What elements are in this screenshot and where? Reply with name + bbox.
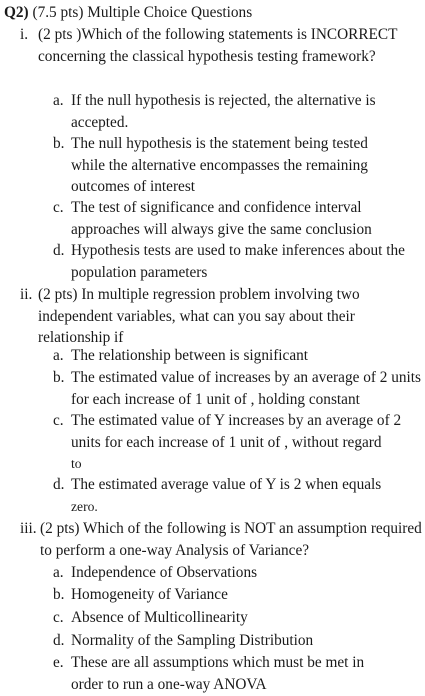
question-text: (2 pts) In multiple regression problem involving two independent variables, what can you say about their relationship if — [38, 286, 360, 347]
option-ii-c — [53, 410, 425, 475]
option-text: The relationship between is significant — [71, 347, 309, 364]
option-letter: a. — [53, 92, 64, 109]
option-letter: d. — [53, 632, 65, 649]
question-number: ii. — [20, 286, 33, 303]
option-text: Hypothesis tests are used to make inferences about the population parameters — [71, 242, 405, 281]
option-letter: b. — [53, 369, 65, 386]
option-text: Absence of Multicollinearity — [71, 609, 248, 626]
option-letter: e. — [53, 654, 64, 671]
option-text: Normality of the Sampling Distribution — [71, 632, 314, 649]
option-letter: d. — [53, 242, 65, 259]
option-text: These are all assumptions which must be met in order to run a one-way ANOVA — [71, 654, 365, 693]
option-text: Independence of Observations — [71, 564, 258, 581]
option-text: The null hypothesis is the statement being tested while the alternative encompasses the remaining outcomes of interest — [71, 135, 368, 196]
question-number: iii. — [20, 520, 37, 537]
option-text: The estimated value of Y increases by an average of 2 units for each increase of 1 unit of , without regard — [71, 412, 402, 451]
option-iii-c — [53, 607, 421, 629]
option-letter: d. — [53, 476, 65, 493]
option-i-a — [53, 90, 421, 133]
option-i-d — [53, 240, 421, 283]
option-letter: c. — [53, 199, 64, 216]
section-number: Q2) — [4, 4, 29, 21]
option-i-b — [53, 133, 401, 198]
question-text: (2 pts) Which of the following is NOT an assumption required to perform a one-way Analysis of Variance? — [40, 520, 422, 559]
option-letter: b. — [53, 586, 65, 603]
option-iii-d — [53, 630, 421, 652]
option-letter: c. — [53, 412, 64, 429]
option-letter: a. — [53, 347, 64, 364]
option-letter: b. — [53, 135, 65, 152]
question-ii — [20, 284, 425, 349]
option-text-tail: to — [71, 456, 82, 472]
option-i-c — [53, 197, 411, 240]
option-text: The estimated average value of Y is 2 when equals — [71, 476, 382, 493]
option-letter: c. — [53, 609, 64, 626]
option-ii-d — [53, 474, 421, 517]
option-iii-a — [53, 562, 421, 584]
option-letter: a. — [53, 564, 64, 581]
option-text-tail: zero. — [71, 498, 98, 514]
option-ii-a — [53, 345, 421, 367]
option-iii-e — [53, 652, 398, 695]
question-number: i. — [20, 26, 29, 43]
section-heading — [4, 2, 252, 24]
option-text: The estimated value of increases by an average of 2 units for each increase of 1 unit of , holding constant — [71, 369, 421, 408]
question-iii — [20, 518, 425, 561]
option-iii-b — [53, 584, 421, 606]
option-text: The test of significance and confidence interval approaches will always give the same conclusion — [71, 199, 372, 238]
option-text: If the null hypothesis is rejected, the alternative is accepted. — [71, 92, 376, 131]
question-text: (2 pts )Which of the following statements is INCORRECT concerning the classical hypothesis testing framework? — [38, 26, 398, 65]
option-ii-b — [53, 367, 425, 410]
question-i — [20, 24, 425, 67]
option-text: Homogeneity of Variance — [71, 586, 228, 603]
section-title: (7.5 pts) Multiple Choice Questions — [32, 4, 253, 21]
